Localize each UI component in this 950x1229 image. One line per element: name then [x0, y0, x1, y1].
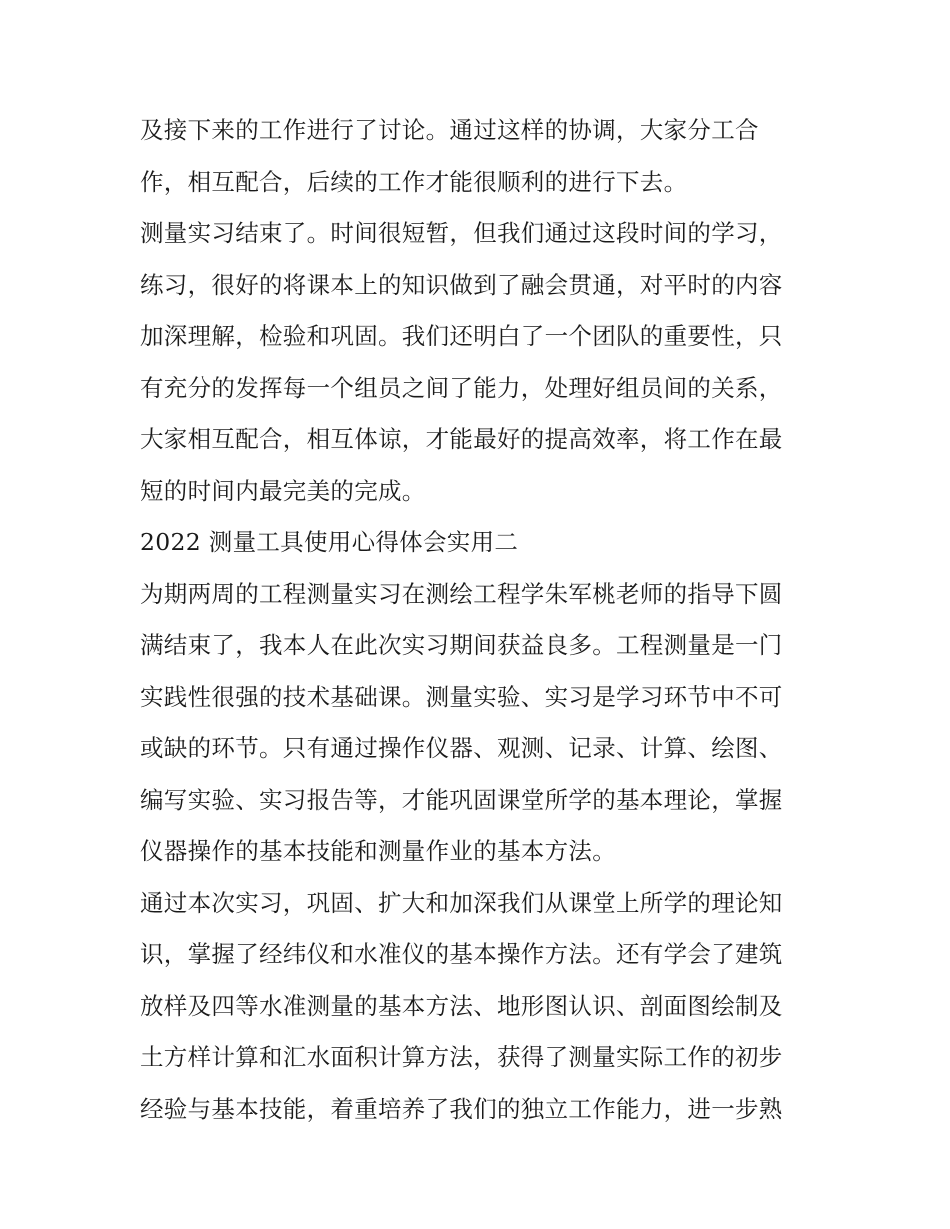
text-line: 通过本次实习，巩固、扩大和加深我们从课堂上所学的理论知 — [140, 888, 783, 917]
text-line: 仪器操作的基本技能和测量作业的基本方法。 — [140, 837, 616, 865]
text-line: 为期两周的工程测量实习在测绘工程学朱军桃老师的指导下圆 — [140, 579, 783, 608]
text-line: 加深理解，检验和巩固。我们还明白了一个团队的重要性，只 — [140, 322, 783, 350]
text-line: 编写实验、实习报告等，才能巩固课堂所学的基本理论，掌握 — [140, 785, 783, 814]
text-line: 土方样计算和汇水面积计算方法，获得了测量实际工作的初步 — [140, 1043, 783, 1071]
text-line: 放样及四等水准测量的基本方法、地形图认识、剖面图绘制及 — [140, 991, 783, 1020]
text-line: 短的时间内最完美的完成。 — [140, 476, 426, 505]
text-line: 满结束了，我本人在此次实习期间获益良多。工程测量是一门 — [140, 631, 783, 659]
section-heading: 2022 测量工具使用心得体会实用二 — [140, 528, 519, 556]
text-line: 实践性很强的技术基础课。测量实验、实习是学习环节中不可 — [140, 682, 783, 711]
text-line: 有充分的发挥每一个组员之间了能力，处理好组员间的关系， — [140, 373, 783, 402]
text-line: 作，相互配合，后续的工作才能很顺利的进行下去。 — [140, 167, 688, 196]
text-line: 经验与基本技能，着重培养了我们的独立工作能力，进一步熟 — [140, 1094, 783, 1123]
document-body — [140, 108, 816, 1138]
text-line: 识，掌握了经纬仪和水准仪的基本操作方法。还有学会了建筑 — [140, 940, 783, 968]
text-line: 或缺的环节。只有通过操作仪器、观测、记录、计算、绘图、 — [140, 734, 783, 762]
text-line: 练习，很好的将课本上的知识做到了融会贯通，对平时的内容 — [140, 270, 783, 299]
text-line: 大家相互配合，相互体谅，才能最好的提高效率，将工作在最 — [140, 425, 783, 453]
text-line: 测量实习结束了。时间很短暂，但我们通过这段时间的学习， — [140, 219, 783, 247]
text-line: 及接下来的工作进行了讨论。通过这样的协调，大家分工合 — [140, 116, 759, 144]
